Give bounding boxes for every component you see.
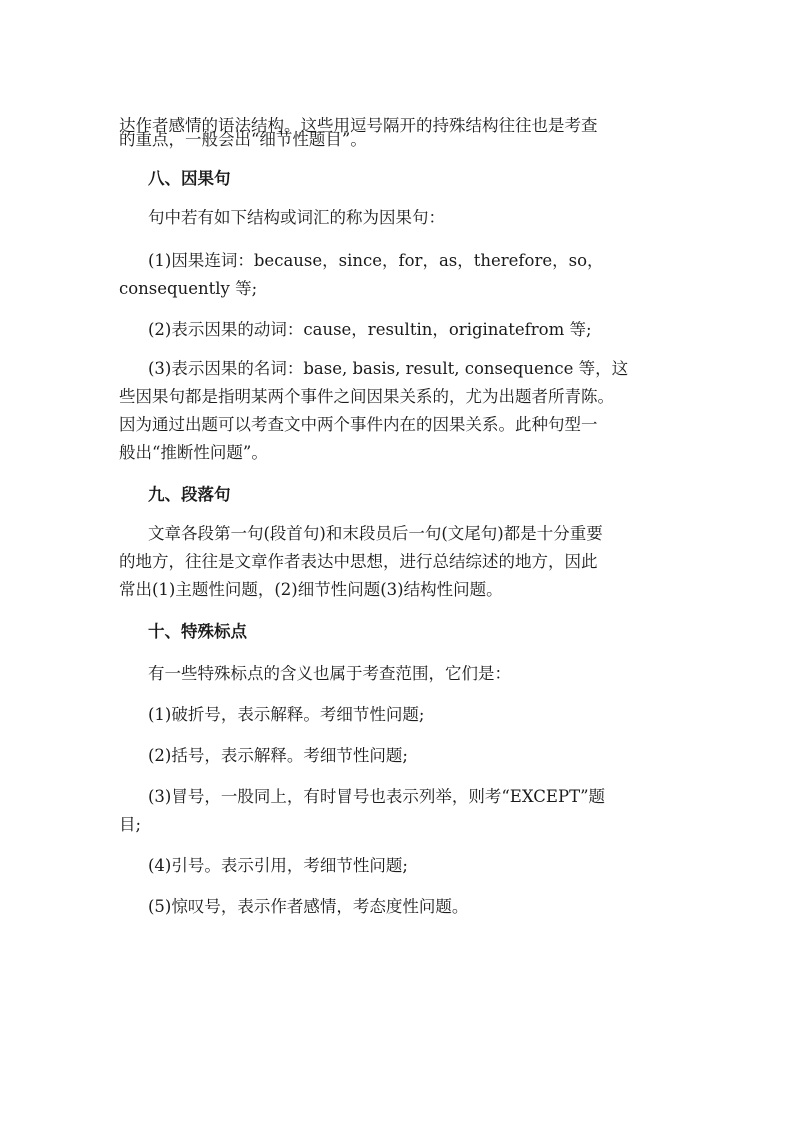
section-10-item-4: (4)引号。表示引用，考细节性问题;: [148, 856, 408, 875]
section-10-intro: 有一些特殊标点的含义也属于考查范围，它们是：: [148, 664, 511, 683]
section-10-heading: 十、特殊标点: [148, 622, 247, 641]
section-9-para-line-2: 的地方，往往是文章作者表达中思想，进行总结综述的地方，因此: [119, 552, 598, 571]
section-10-item-1: (1)破折号，表示解释。考细节性问题;: [148, 705, 425, 724]
section-8-item-3-line-4: 般出“推断性问题”。: [119, 443, 268, 462]
section-8-heading: 八、因果句: [148, 169, 231, 188]
continuation-line-2: 的重点，一般会出“细节性题目”。: [119, 130, 367, 149]
section-9-para-line-3: 常出(1)主题性问题，(2)细节性问题(3)结构性问题。: [119, 580, 503, 599]
section-9-para-line-1: 文章各段第一句(段首句)和末段员后一句(文尾句)都是十分重要: [148, 524, 603, 543]
section-8-item-1-line-1: (1)因果连词：because，since，for，as，therefore，so，: [148, 251, 604, 270]
section-8-item-1-line-2: consequently 等;: [119, 279, 258, 298]
section-8-item-3-line-3: 因为通过出题可以考查文中两个事件内在的因果关系。此种句型一: [119, 415, 598, 434]
continuation-line-1: 达作者感情的语法结构。这些用逗号隔开的持殊结构往往也是考查: [119, 116, 598, 135]
section-10-item-3-line-2: 目;: [119, 815, 142, 834]
section-8-item-3-line-1: (3)表示因果的名词：base, basis, result, consequence 等，这: [148, 359, 629, 378]
section-10-item-3-line-1: (3)冒号，一股同上，有时冒号也表示列举，则考“EXCEPT”题: [148, 787, 606, 806]
section-8-item-2: (2)表示因果的动词：cause，resultin，originatefrom 等;: [148, 320, 592, 339]
section-9-heading: 九、段落句: [148, 485, 231, 504]
section-8-intro: 句中若有如下结构或词汇的称为因果句：: [148, 208, 445, 227]
section-8-item-3-line-2: 些因果句都是指明某两个事件之间因果关系的，尤为出题者所青陈。: [119, 387, 614, 406]
section-10-item-5: (5)惊叹号，表示作者感情，考态度性问题。: [148, 897, 469, 916]
section-10-item-2: (2)括号，表示解释。考细节性问题;: [148, 746, 408, 765]
